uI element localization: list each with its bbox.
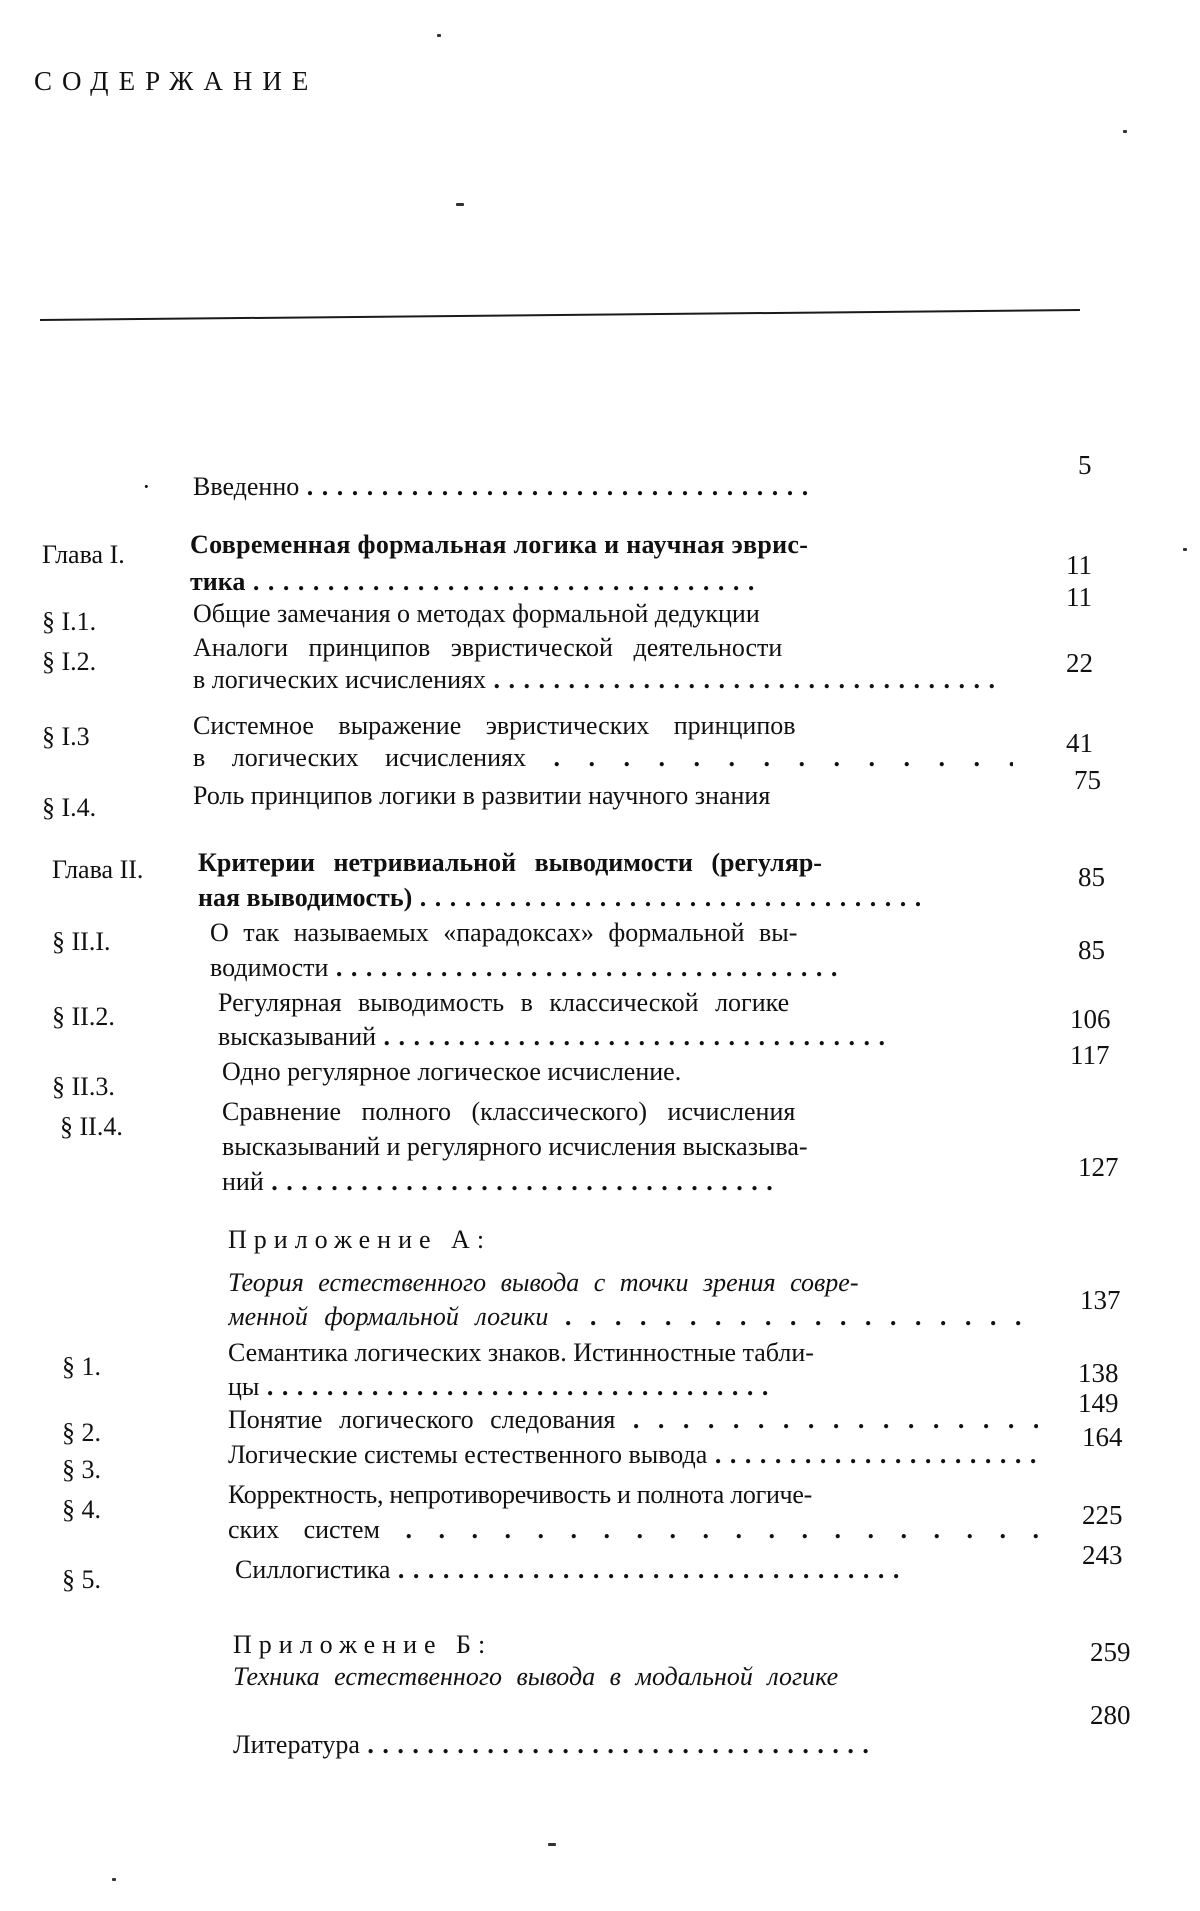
bullet-dot: · — [142, 472, 151, 501]
scan-speck — [112, 1878, 116, 1881]
toc-entry-a1[interactable]: Семантика логических знаков. Истинностные табли- — [228, 1338, 814, 1367]
appendix-heading: Приложение А: — [228, 1225, 492, 1254]
section-number: § II.3. — [52, 1072, 115, 1101]
toc-entry-a2[interactable]: Понятие логического следования . . — [228, 1405, 1038, 1435]
page-number: 137 — [1080, 1285, 1121, 1315]
page-number: 117 — [1070, 1040, 1110, 1070]
scan-speck — [548, 1843, 556, 1846]
toc-entry-ii3[interactable]: Одно регулярное логическое исчисление. — [222, 1057, 682, 1086]
scan-speck — [456, 203, 464, 206]
toc-entry-a4-cont[interactable]: ских систем . . — [228, 1515, 1043, 1545]
toc-entry-i4[interactable]: Роль принципов логики в развитии научного знания — [193, 781, 771, 810]
page-title: СОДЕРЖАНИЕ — [34, 66, 319, 96]
chapter-title-cont[interactable]: ная выводимость) . . — [198, 883, 1013, 913]
page-number: 280 — [1090, 1700, 1131, 1730]
page-number: 259 — [1090, 1637, 1131, 1667]
page-number: 11 — [1066, 550, 1092, 580]
section-number: § 2. — [62, 1418, 101, 1447]
page-number: 85 — [1078, 862, 1105, 892]
page-number: 11 — [1066, 582, 1092, 612]
toc-entry-i2-cont[interactable]: в логических исчислениях . . — [193, 665, 1013, 695]
page-number: 164 — [1082, 1422, 1123, 1452]
page-number: 225 — [1082, 1500, 1123, 1530]
page-number: 243 — [1082, 1540, 1123, 1570]
scan-speck — [1123, 130, 1127, 133]
section-number: § II.2. — [52, 1002, 115, 1031]
chapter-label: Глава I. — [42, 540, 125, 569]
section-number: § II.4. — [60, 1112, 123, 1141]
appendix-title-cont[interactable]: менной формальной логики . . — [228, 1302, 1038, 1332]
chapter-title[interactable]: Критерии нетривиальной выводимости (регуляр- — [198, 848, 822, 877]
section-number: § 1. — [62, 1352, 101, 1381]
section-number: § I.4. — [42, 793, 97, 822]
toc-entry-ii2[interactable]: Регулярная выводимость в классической логике — [218, 988, 790, 1017]
page-number: 106 — [1070, 1004, 1111, 1034]
page-number: 75 — [1074, 765, 1101, 795]
toc-entry-ii4[interactable]: Сравнение полного (классического) исчисления — [222, 1097, 796, 1126]
toc-entry-ii4-cont2[interactable]: ний . . — [222, 1167, 1012, 1197]
section-number: § I.3 — [42, 722, 90, 751]
page-number: 85 — [1078, 935, 1105, 965]
toc-entry-a4[interactable]: Корректность, непротиворечивость и полнота логиче- — [228, 1480, 812, 1509]
appendix-title[interactable]: Теория естественного вывода с точки зрения совре- — [228, 1268, 859, 1297]
toc-entry-a3[interactable]: Логические системы естественного вывода . . — [228, 1440, 1038, 1470]
appendix-heading: Приложение Б: — [233, 1630, 493, 1659]
page-number: 41 — [1066, 728, 1093, 758]
toc-entry-i3-cont[interactable]: в логических исчислениях . . — [193, 743, 1013, 773]
section-number: § 4. — [62, 1495, 101, 1524]
toc-entry-ii2-cont[interactable]: высказываний . . — [218, 1022, 1008, 1052]
page-number: 5 — [1078, 450, 1092, 480]
section-number: § 5. — [62, 1565, 101, 1594]
toc-entry-ii1[interactable]: О так называемых «парадоксах» формальной вы- — [210, 918, 798, 947]
toc-entry-a5[interactable]: Силлогистика . . — [235, 1555, 1035, 1585]
toc-entry-intro[interactable] — [193, 472, 1023, 502]
page-number: 138 — [1078, 1358, 1119, 1388]
toc-entry-i3[interactable]: Системное выражение эвристических принципов — [193, 711, 796, 740]
page-number: 22 — [1066, 648, 1093, 678]
scan-speck — [1183, 548, 1187, 551]
toc-entry-ii4-cont[interactable]: высказываний и регулярного исчисления высказыва- — [222, 1132, 808, 1161]
chapter-label: Глава II. — [52, 855, 144, 884]
page-number: 127 — [1078, 1152, 1119, 1182]
toc-entry-i1[interactable]: Общие замечания о методах формальной дедукции — [193, 599, 760, 628]
toc-entry-a1-cont[interactable]: цы . . — [228, 1372, 1038, 1402]
scan-speck — [437, 34, 441, 37]
appendix-title[interactable]: Техника естественного вывода в модальной логике — [233, 1662, 839, 1691]
chapter-title[interactable]: Современная формальная логика и научная эврис- — [190, 530, 809, 559]
toc-entry-label: Введенно — [193, 472, 300, 501]
section-number: § II.I. — [52, 927, 111, 956]
toc-entry-ii1-cont[interactable]: водимости . . — [210, 953, 1010, 983]
chapter-title-cont[interactable]: тика . . — [190, 567, 1010, 597]
page-number: 149 — [1078, 1388, 1119, 1418]
divider-rule — [40, 309, 1080, 321]
toc-entry-i2[interactable]: Аналоги принципов эвристической деятельности — [193, 633, 783, 662]
toc-entry-literature[interactable]: Литература . . — [233, 1730, 1045, 1760]
section-number: § 3. — [62, 1455, 101, 1484]
section-number: § I.2. — [42, 647, 97, 676]
section-number: § I.1. — [42, 607, 97, 636]
